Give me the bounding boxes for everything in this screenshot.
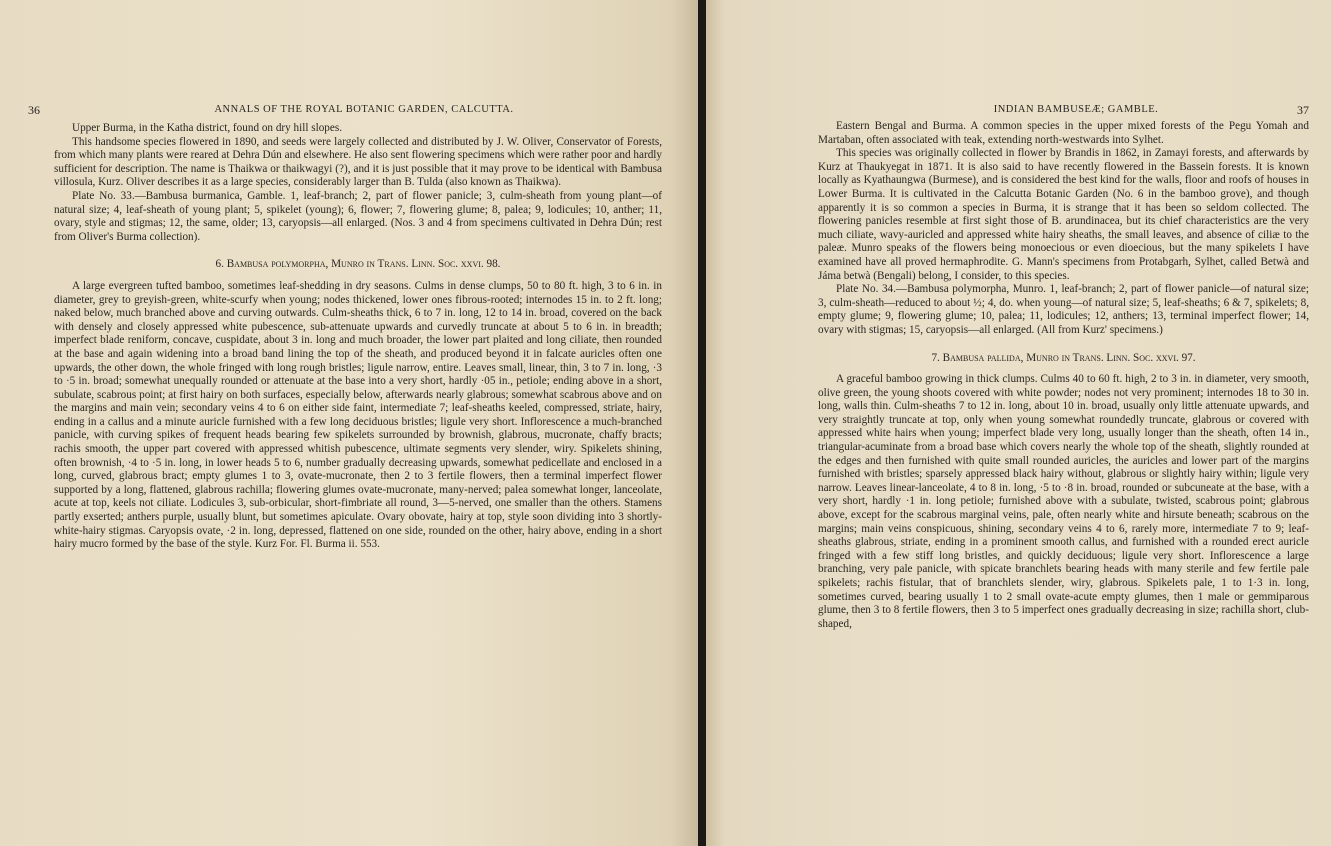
left-body xyxy=(54,122,662,552)
paragraph-history: This species was originally collected in flower by Brandis in 1862, in Zamayi forests, and afterwards by Kurz at Thaukyegat in 1871. It is also said to have recently flowered in the Bassein forests. It is known locally as Kyathaungwa (Burmese), and is considered the best kind for the walls, floor and roofs of houses in Lower Burma. It is cultivated in the Calcutta Botanic Garden (No. 6 in the bamboo grove), and though apparently it is so common a species in Burma, it is strange that it has been so seldom collected. The flowering panicles resemble at first sight those of B. arundinacea, but its chief characteristics are the very much ciliate, wavy-auricled and appressed white hairy sheaths, the small leaves, and absence of ciliæ to the paleæ. Munro speaks of the flowers being monoecious or even dioecious, but the many spikelets I have examined have all proved hermaphrodite. G. Mann's specimens from Protabgarh, Sylhet, called Betwà and Jáma betwà (Bengali) belong, I consider, to this species. xyxy=(818,147,1309,282)
paragraph-continuation: Upper Burma, in the Katha district, found on dry hill slopes. xyxy=(72,122,343,134)
plate-34-caption: Plate No. 34.—Bambusa polymorpha, Munro. 1, leaf-branch; 2, part of flower panicle—of natural size; 3, culm-sheath—reduced to about ½; 4, do. when young—of natural size; 5, leaf-sheaths; 6 & 7, spikelets; 8, empty glume; 9, flowering glume; 10, palea; 11, lodicules; 12, anthers; 13, terminal imperfect flower; 14, ovary with stigmas; 15, caryopsis—all enlarged. (All from Kurz' specimens.) xyxy=(818,283,1309,336)
species-heading-6: 6. Bambusa polymorpha, Munro in Trans. Linn. Soc. xxvi. 98. xyxy=(215,258,501,271)
paragraph-distribution: Eastern Bengal and Burma. A common species in the upper mixed forests of the Pegu Yomah and Martaban, often associated with teak, extending north-westwards into Sylhet. xyxy=(818,120,1309,146)
right-body xyxy=(818,120,1309,631)
right-page xyxy=(706,0,1331,846)
running-head: INDIAN BAMBUSEÆ; GAMBLE. xyxy=(993,104,1159,115)
page-number: 36 xyxy=(28,103,40,117)
book-gutter xyxy=(698,0,706,846)
paragraph-handsome-species: This handsome species flowered in 1890, and seeds were largely collected and distributed by J. W. Oliver, Conservator of Forests, from which many plants were reared at Dehra Dún and elsewhere. He also sent flowering specimens which were rather poor and hardly sufficient for description. The name is Thaikwa or thaikwagyi (?), and it is just possible that it may prove to be identical with Bambusa villosula, Kurz. Oliver describes it as a large species, considerably larger than B. Tulda (also known as Thaikwa). xyxy=(54,135,662,189)
plate-33-caption: Plate No. 33.—Bambusa burmanica, Gamble. 1, leaf-branch; 2, part of flower panicle; 3, culm-sheath from young plant—of natural size; 4, leaf-sheath of young plant; 5, spikelet (young); 6, flower; 7, flowering glume; 8, palea; 9, lodicules; 10, anther; 11, ovary, style and stigmas; 12, the same, older; 13, caryopsis—all enlarged. (Nos. 3 and 4 from specimens cultivated in Dehra Dún; rest from Oliver's Burma collection). xyxy=(54,189,662,243)
species-description: A graceful bamboo growing in thick clumps. Culms 40 to 60 ft. high, 2 to 3 in. in diameter, very smooth, olive green, the young shoots covered with white powder; nodes not very prominent; internodes 18 to 30 in. long, walls thin. Culm-sheaths 7 to 12 in. long, about 10 in. broad, usually only little attenuate upwards, and very straightly truncate at top, only when young somewhat roundedly truncate, glabrous or covered with appressed white hairs when young; imperfect blade very long, usually longer than the sheath, often 14 in., triangular-acuminate from a broad base which covers nearly the whole top of the sheath, slightly rounded at the edges and then furnished with quite small rounded auricles, the auricles and lower part of the margins furnished with bristles; sparsely appressed black hairy without, glabrous or slightly hairy within; ligule very narrow. Leaves linear-lanceolate, 4 to 8 in. long, ·5 to ·8 in. broad, rounded or subcuneate at the base, with a very short, hardly ·1 in. long petiole; furnished above with a subulate, twisted, scabrous point; glabrous above, except for the scabrous marginal veins, pale, often nearly white and hirsute beneath; scabrous on the margins; main veins conspicuous, shining, secondary veins 4 to 6, rarely more, intermediate 7 to 9; leaf-sheaths glabrous, striate, ending in a prominent smooth callus, and furnished with a rounded erect auricle fringed with a few stiff long bristles, and quickly deciduous; ligule very short. Inflorescence a large branching, very pale panicle, with spicate branchlets bearing heads with many sterile and few fertile pale spikelets; rachis fistular, that of branchlets slender, wiry, glabrous. Spikelets pale, 1 to 1·3 in. long, sometimes curved, bearing usually 1 to 2 small ovate-acute empty glumes, then 1 male or gemmiparous glume, then 3 to 8 fertile flowers, then 3 to 5 imperfect ones gradually decreasing in size; rachilla short, club-shaped, xyxy=(818,373,1309,630)
species-description: A large evergreen tufted bamboo, sometimes leaf-shedding in dry seasons. Culms in dense clumps, 50 to 80 ft. high, 3 to 6 in. in diameter, grey to greyish-green, white-scurfy when young; nodes thickened, lower ones fibrous-rooted; internodes 15 in. to 2 ft. long; naked below, much branched above and curving outwards. Culm-sheaths thick, 6 to 7 in. long, 12 to 14 in. broad, covered on the back with densely and closely appressed white pubescence, sub-attenuate upwards and curvedly truncate at about 5 to 6 in. in breadth; imperfect blade reniform, concave, cuspidate, about 3 in. long and much broader, the lower part plaited and long ciliate, then rounded at the base and again widening into a broad band lining the top of the sheath, and produced beyond it in falcate auricles often one upwards, the other down, the whole fringed with long rough bristles; ligule narrow, entire. Leaves small, linear, thin, 3 to 7 in. long, ·3 to ·5 in. broad; somewhat unequally rounded or attenuate at the base into a very short, hardly ·05 in., petiole; ending above in a short, subulate, scabrous point; at first hairy on both surfaces, especially below, afterwards nearly glabrous; somewhat scabrous above and on the margins and main vein; secondary veins 4 to 6 on either side faint, intermediate 7; leaf-sheaths keeled, compressed, striate, hairy, ending in a callus and a minute auricle furnished with a few long deciduous bristles; ligule very short. Inflorescence a much-branched panicle, with curving spikes of frequent heads bearing few spikelets surrounded by brownish, glabrous, mucronate, chaffy bracts; rachis smooth, the upper part covered with appressed whitish pubescence, ultimate segments very slender, wiry. Spikelets shining, often brownish, ·4 to ·5 in. long, in lower heads 5 to 6, number gradually decreasing upwards, somewhat pedicellate and enclosed in a long, curved, glabrous bract; empty glumes 1 to 3, ovate-mucronate, then 2 to 3 fertile flowers, then a terminal imperfect flower supported by a long, flattened, glabrous rachilla; flowering glumes ovate-mucronate, many-nerved; palea somewhat longer, lanceolate, acute at top, keels not ciliate. Lodicules 3, sub-orbicular, short-fimbriate all round, 3—5-nerved, one smaller than the others. Stamens partly exserted; anthers purple, usually blunt, but sometimes apiculate. Ovary obovate, hairy at top, style soon dividing into 3 shortly-white-hairy stigmas. Caryopsis ovate, ·2 in. long, depressed, flattened on one side, rounded on the other, hairy above, ending in a short hairy mucro formed by the base of the style. Kurz For. Fl. Burma ii. 553. xyxy=(54,279,662,551)
running-head: ANNALS OF THE ROYAL BOTANIC GARDEN, CALCUTTA. xyxy=(214,104,514,115)
species-heading-7: 7. Bambusa pallida, Munro in Trans. Linn. Soc. xxvi. 97. xyxy=(931,351,1196,364)
page-number: 37 xyxy=(1297,103,1309,117)
